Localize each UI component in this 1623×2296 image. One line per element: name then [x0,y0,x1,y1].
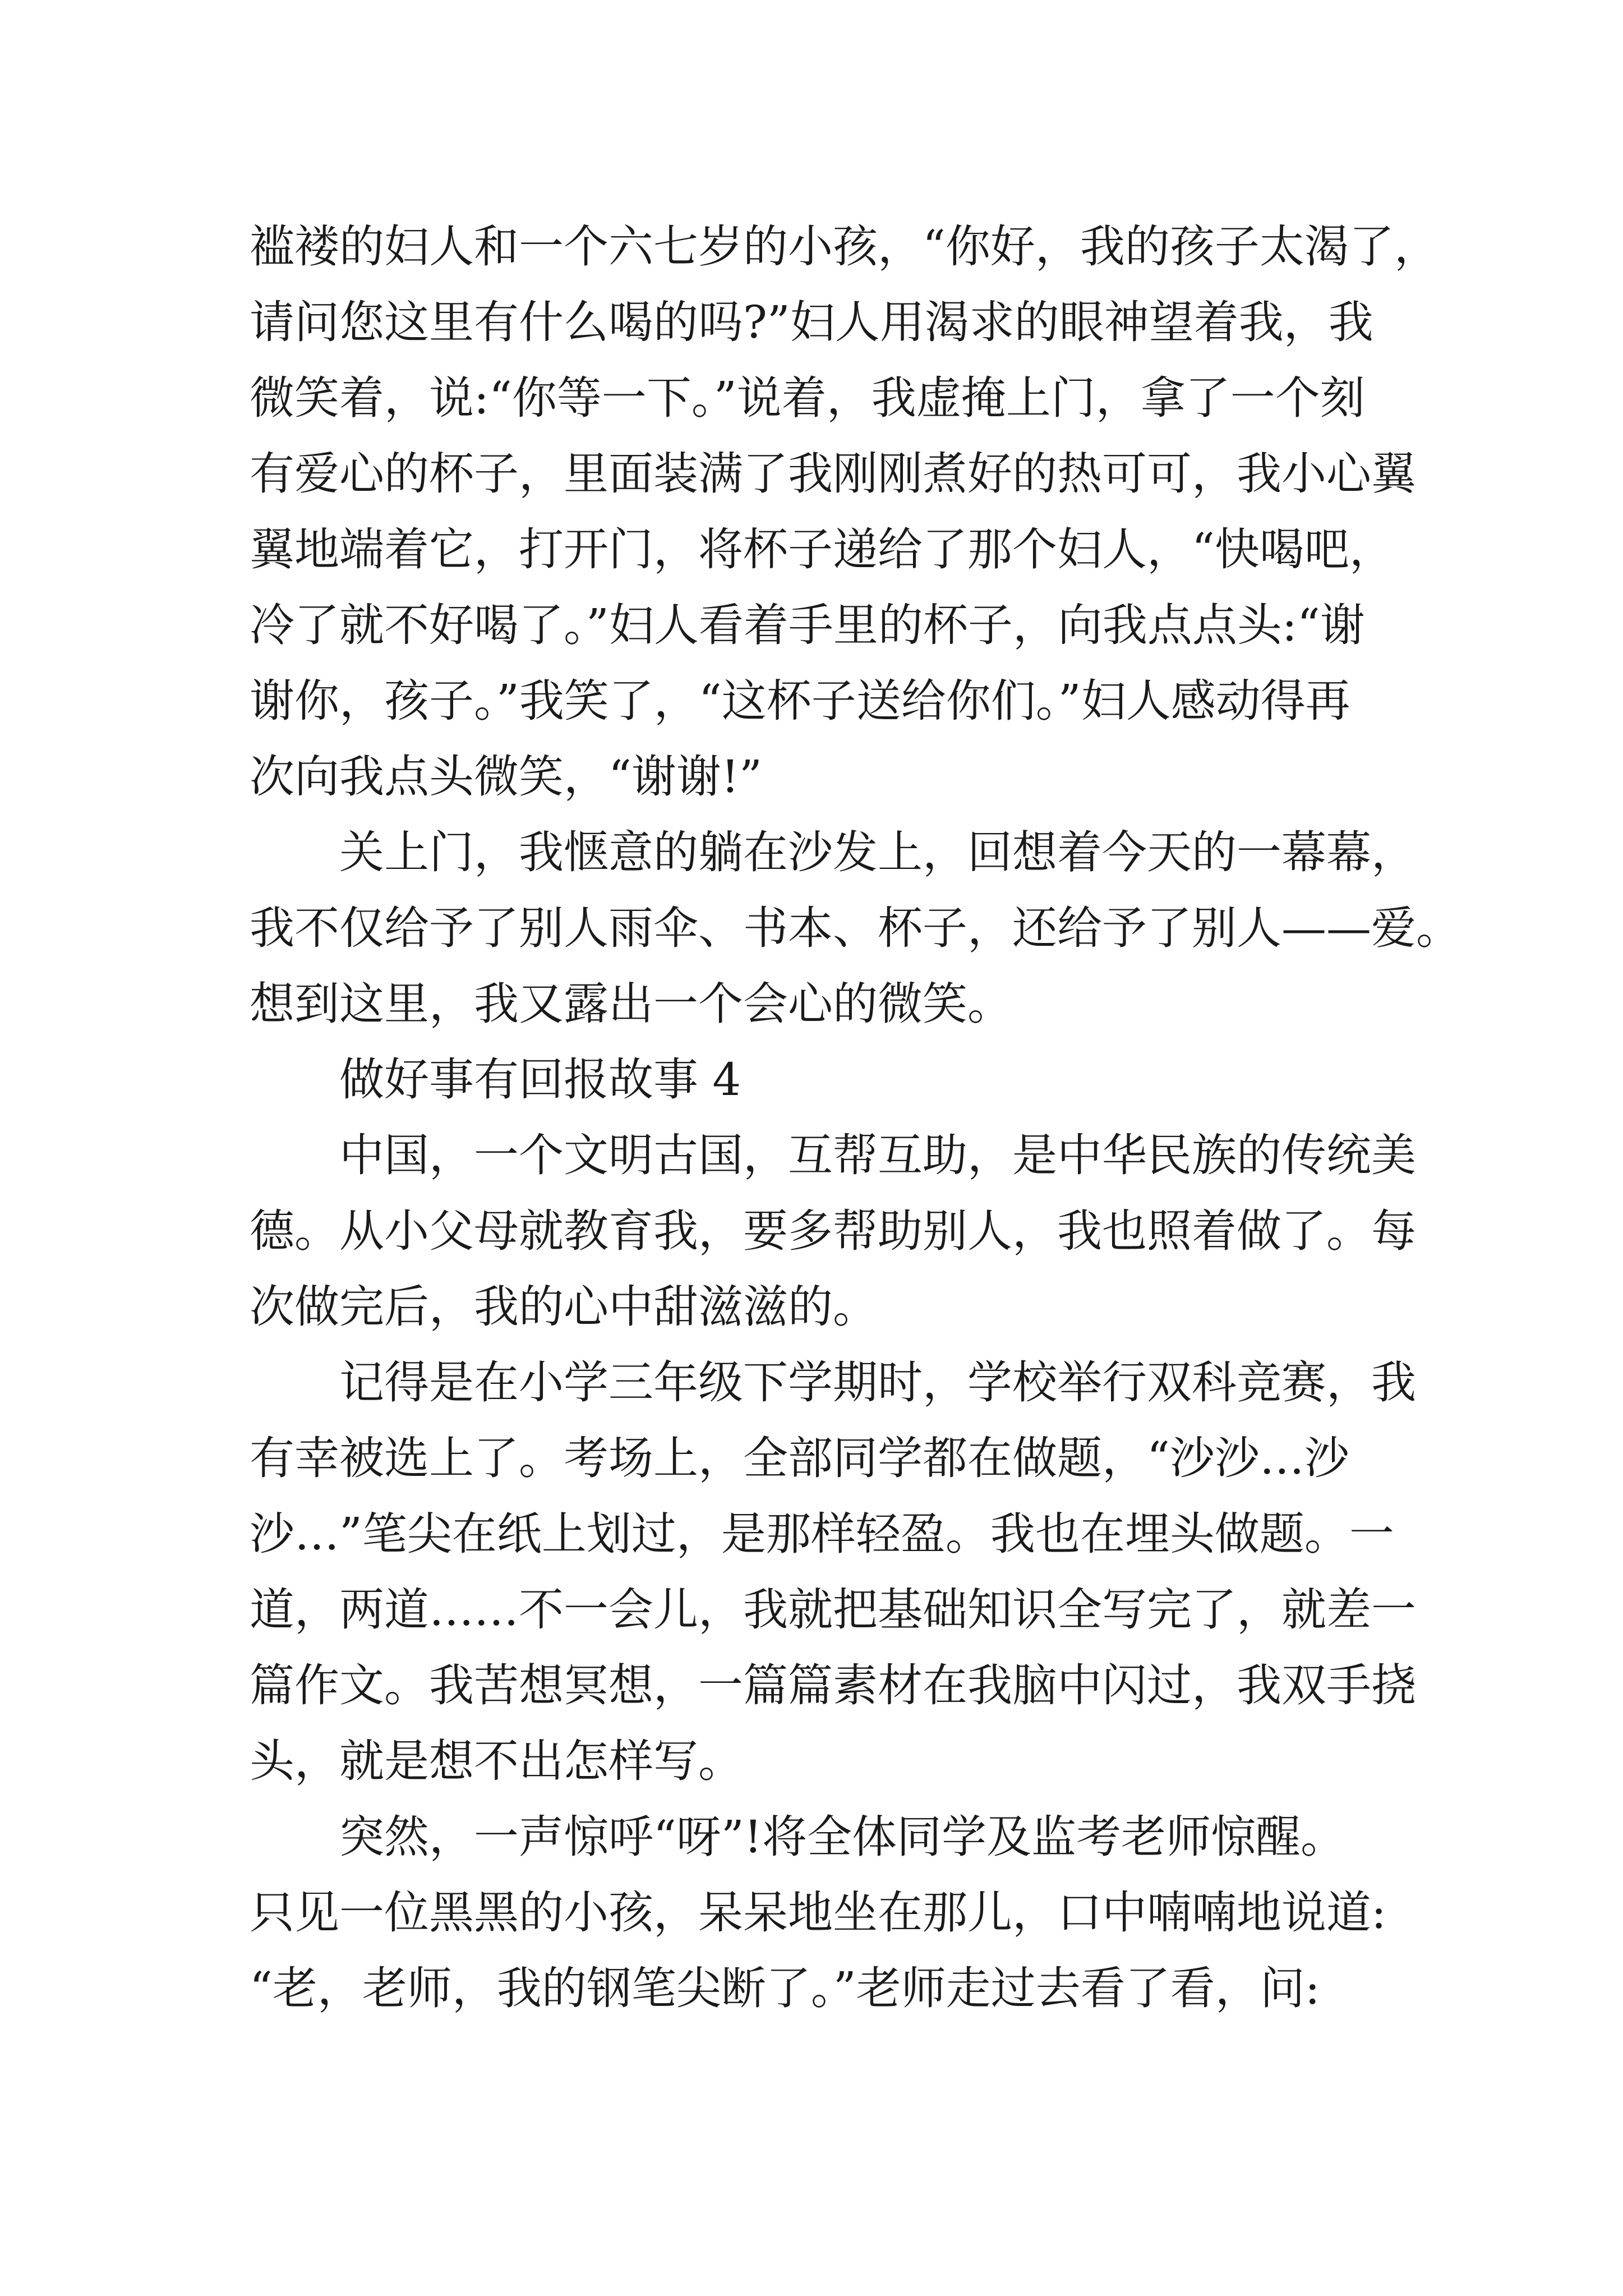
text-line: 我不仅给予了别人雨伞、书本、杯子，还给予了别人——爱。 [250,902,1461,954]
text-line: 翼地端着它，打开门，将杯子递给了那个妇人，“快喝吧， [250,523,1394,576]
text-line: 道，两道……不一会儿，我就把基础知识全写完了，就差一 [250,1584,1416,1636]
text-line: 次向我点头微笑，“谢谢!” [250,751,762,803]
text-line: 德。从小父母就教育我，要多帮助别人，我也照着做了。每 [250,1205,1416,1257]
text-line: 次做完后，我的心中甜滋滋的。 [250,1281,878,1333]
text-line: 篇作文。我苦想冥想，一篇篇素材在我脑中闪过，我双手挠 [250,1659,1416,1711]
text-line: 沙…”笔尖在纸上划过，是那样轻盈。我也在埋头做题。一 [250,1508,1394,1560]
text-line: “老，老师，我的钢笔尖断了。”老师走过去看了看，问: [250,1962,1320,2014]
text-line: 想到这里，我又露出一个会心的微笑。 [250,978,1012,1030]
text-line: 突然，一声惊呼“呀”!将全体同学及监考老师惊醒。 [339,1811,1345,1863]
text-line: 只见一位黑黑的小孩，呆呆地坐在那儿，口中喃喃地说道: [250,1887,1386,1939]
text-line: 关上门，我惬意的躺在沙发上，回想着今天的一幕幕， [339,826,1416,878]
text-line: 记得是在小学三年级下学期时，学校举行双科竞赛，我 [339,1356,1416,1409]
text-line: 微笑着，说:“你等一下。”说着，我虚掩上门，拿了一个刻 [250,372,1365,424]
section-heading: 做好事有回报故事 4 [339,1053,741,1106]
text-line: 冷了就不好喝了。”妇人看着手里的杯子，向我点点头:“谢 [250,599,1365,651]
text-line: 请问您这里有什么喝的吗?”妇人用渴求的眼神望着我，我 [250,296,1373,348]
text-line: 有爱心的杯子，里面装满了我刚刚煮好的热可可，我小心翼 [250,448,1416,500]
text-line: 褴褛的妇人和一个六七岁的小孩，“你好，我的孩子太渴了， [250,220,1439,273]
text-line: 有幸被选上了。考场上，全部同学都在做题，“沙沙…沙 [250,1432,1349,1484]
text-line: 头，就是想不出怎样写。 [250,1735,743,1787]
text-line: 谢你，孩子。”我笑了，“这杯子送给你们。”妇人感动得再 [250,675,1350,727]
text-line: 中国，一个文明古国，互帮互助，是中华民族的传统美 [339,1129,1416,1181]
